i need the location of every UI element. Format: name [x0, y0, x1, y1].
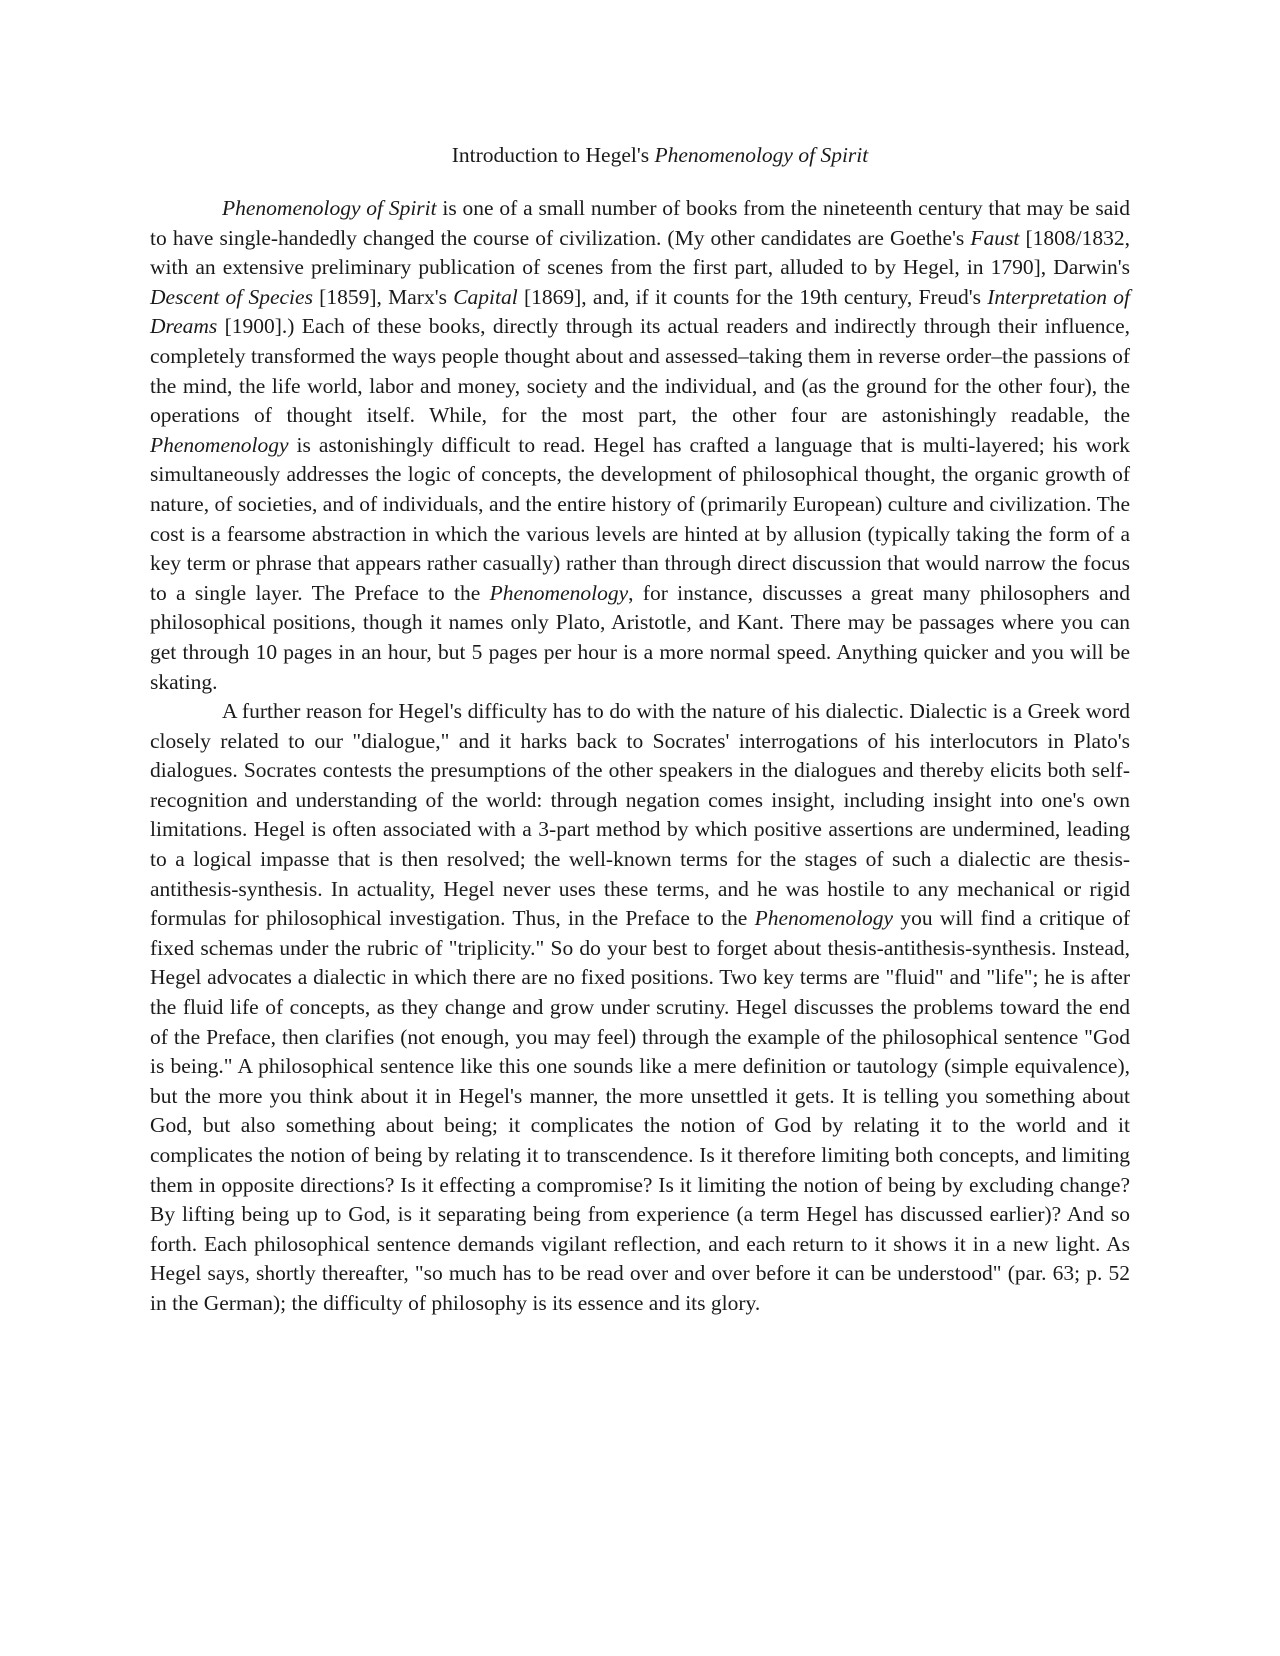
italic-text: Descent of Species: [150, 284, 313, 309]
document-title: [150, 140, 1130, 170]
italic-text: Phenomenology: [754, 906, 894, 931]
document-body: [150, 194, 1130, 1319]
text-segment: [1869], and, if it counts for the 19th century, Freud's: [517, 284, 988, 309]
text-segment: [1859], Marx's: [312, 284, 454, 309]
italic-text: Phenomenology: [150, 432, 289, 457]
paragraph-1: [150, 194, 1130, 697]
text-segment: [1900].) Each of these books, directly through its actual readers and indirectly through their influence, completely transformed the ways people thought about and assessed–taking them in reverse order–the passions of the mind, the life world, labor and money, society and the individual, and (as the ground for the other four), the operations of thought itself. While, for the most part, the other four are astonishingly readable, the: [150, 314, 1130, 428]
italic-text: Capital: [453, 284, 518, 309]
italic-text: Phenomenology: [489, 580, 629, 605]
document-page: [150, 140, 1130, 1319]
title-prefix: Introduction to Hegel's: [451, 143, 655, 167]
text-segment: you will find a critique of fixed schemas under the rubric of "triplicity." So do your best to forget about thesis-antithesis-synthesis. Instead, Hegel advocates a dialectic in which there are no fixed positions. Two key terms are "fluid" and "life"; he is after the fluid life of concepts, as they change and grow under scrutiny. Hegel discusses the problems toward the end of the Preface, then clarifies (not enough, you may feel) through the example of the philosophical sentence "God is being." A philosophical sentence like this one sounds like a mere definition or tautology (simple equivalence), but the more you think about it in Hegel's manner, the more unsettled it gets. It is telling you something about God, but also something about being; it complicates the notion of God by relating it to the world and it complicates the notion of being by relating it to transcendence. Is it therefore limiting both concepts, and limiting them in opposite directions? Is it effecting a compromise? Is it limiting the notion of being by excluding change? By lifting being up to God, is it separating being from experience (a term Hegel has discussed earlier)? And so forth. Each philosophical sentence demands vigilant reflection, and each return to it shows it in a new light. As Hegel says, shortly thereafter, "so much has to be read over and over before it can be understood" (par. 63; p. 52 in the German); the difficulty of philosophy is its essence and its glory.: [150, 906, 1130, 1315]
text-segment: , for instance, discusses a great many philosophers and philosophical positions, though it names only Plato, Aristotle, and Kant. There may be passages where you can get through 10 pages in an hour, but 5 pages per hour is a more normal speed. Anything quicker and you will be skating.: [150, 580, 1130, 694]
italic-text: Interpretation of Dreams: [150, 284, 1131, 339]
text-segment: is one of a small number of books from the nineteenth century that may be said to have single-handedly changed the course of civilization. (My other candidates are Goethe's: [150, 196, 1130, 250]
text-segment: is astonishingly difficult to read. Hegel has crafted a language that is multi-layered; his work simultaneously addresses the logic of concepts, the development of philosophical thought, the organic growth of nature, of societies, and of individuals, and the entire history of (primarily European) culture and civilization. The cost is a fearsome abstraction in which the various levels are hinted at by allusion (typically taking the form of a key term or phrase that appears rather casually) rather than through direct discussion that would narrow the focus to a single layer. The Preface to the: [150, 432, 1130, 605]
title-italic: Phenomenology of Spirit: [654, 143, 869, 167]
paragraph-2: [150, 697, 1130, 1318]
text-segment: [1808/1832, with an extensive preliminary publication of scenes from the first part, alluded to by Hegel, in 1790], Darwin's: [150, 225, 1130, 280]
italic-text: Phenomenology of Spirit: [222, 196, 437, 220]
italic-text: Faust: [970, 225, 1020, 250]
text-segment: A further reason for Hegel's difficulty has to do with the nature of his dialectic. Dialectic is a Greek word closely related to our "dialogue," and it harks back to Socrates' interrogations of his interlocutors in Plato's dialogues. Socrates contests the presumptions of the other speakers in the dialogues and thereby elicits both self-recognition and understanding of the world: through negation comes insight, including insight into one's own limitations. Hegel is often associated with a 3-part method by which positive assertions are undermined, leading to a logical impasse that is then resolved; the well-known terms for the stages of such a dialectic are thesis-antithesis-synthesis. In actuality, Hegel never uses these terms, and he was hostile to any mechanical or rigid formulas for philosophical investigation. Thus, in the Preface to the: [150, 699, 1130, 931]
